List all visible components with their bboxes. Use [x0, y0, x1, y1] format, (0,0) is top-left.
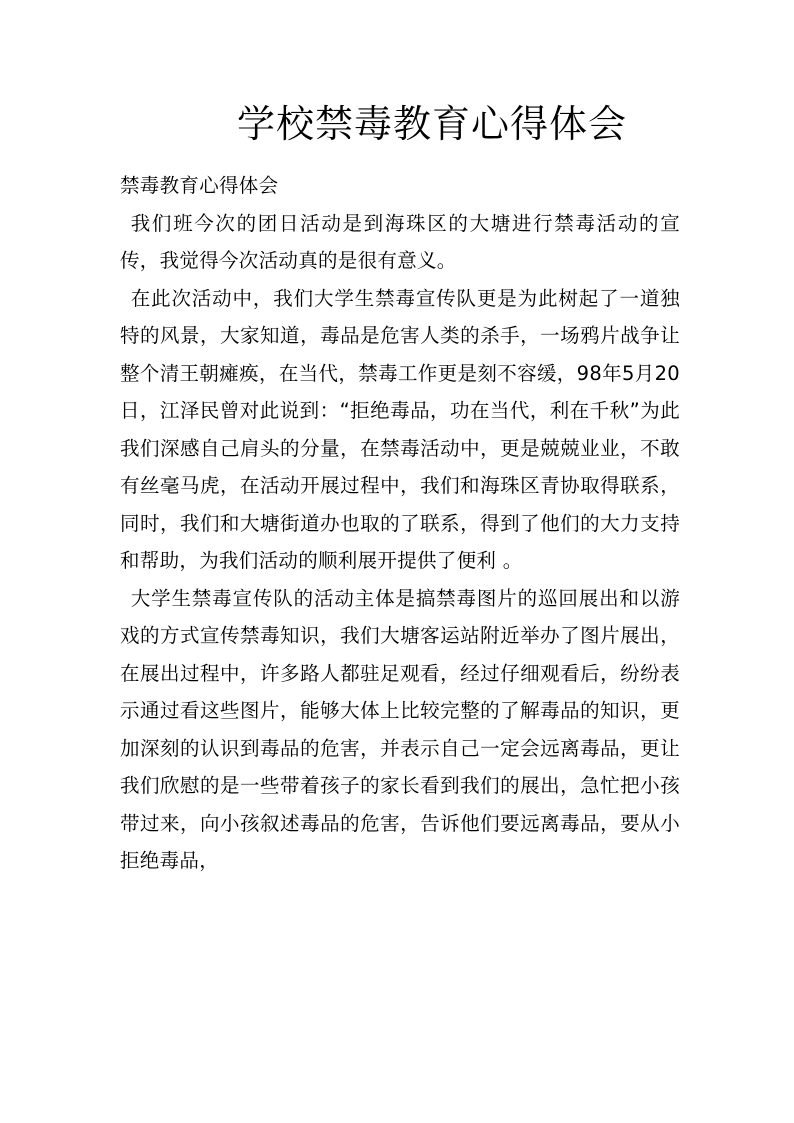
document-title: 学校禁毒教育心得体会 [236, 102, 627, 146]
paragraph-1: 我们班今次的团日活动是到海珠区的大塘进行禁毒活动的宣传，我觉得今次活动真的是很有意义。 [120, 211, 680, 272]
paragraph-3: 大学生禁毒宣传队的活动主体是搞禁毒图片的巡回展出和以游戏的方式宣传禁毒知识，我们大塘客运站附近举办了图片展出，在展出过程中，许多路人都驻足观看，经过仔细观看后，纷纷表示通过看这些图片，能够大体上比较完整的了解毒品的知识，更加深刻的认识到毒品的危害，并表示自己一定会远离毒品，更让我们欣慰的是一些带着孩子的家长看到我们的展出，急忙把小孩带过来，向小孩叙述毒品的危害，告诉他们要远离毒品，要从小拒绝毒品， [120, 586, 680, 872]
document-subtitle: 禁毒教育心得体会 [120, 174, 279, 197]
document-body [120, 167, 680, 880]
paragraph-2: 在此次活动中，我们大学生禁毒宣传队更是为此树起了一道独特的风景，大家知道，毒品是危害人类的杀手，一场鸦片战争让整个清王朝瘫痪，在当代，禁毒工作更是刻不容缓，98年5月20日，江泽民曾对此说到：“拒绝毒品，功在当代，利在千秋”为此我们深感自己肩头的分量，在禁毒活动中，更是兢兢业业，不敢有丝毫马虎，在活动开展过程中，我们和海珠区青协取得联系，同时，我们和大塘街道办也取的了联系，得到了他们的大力支持和帮助，为我们活动的顺利展开提供了便利 。 [120, 286, 680, 572]
